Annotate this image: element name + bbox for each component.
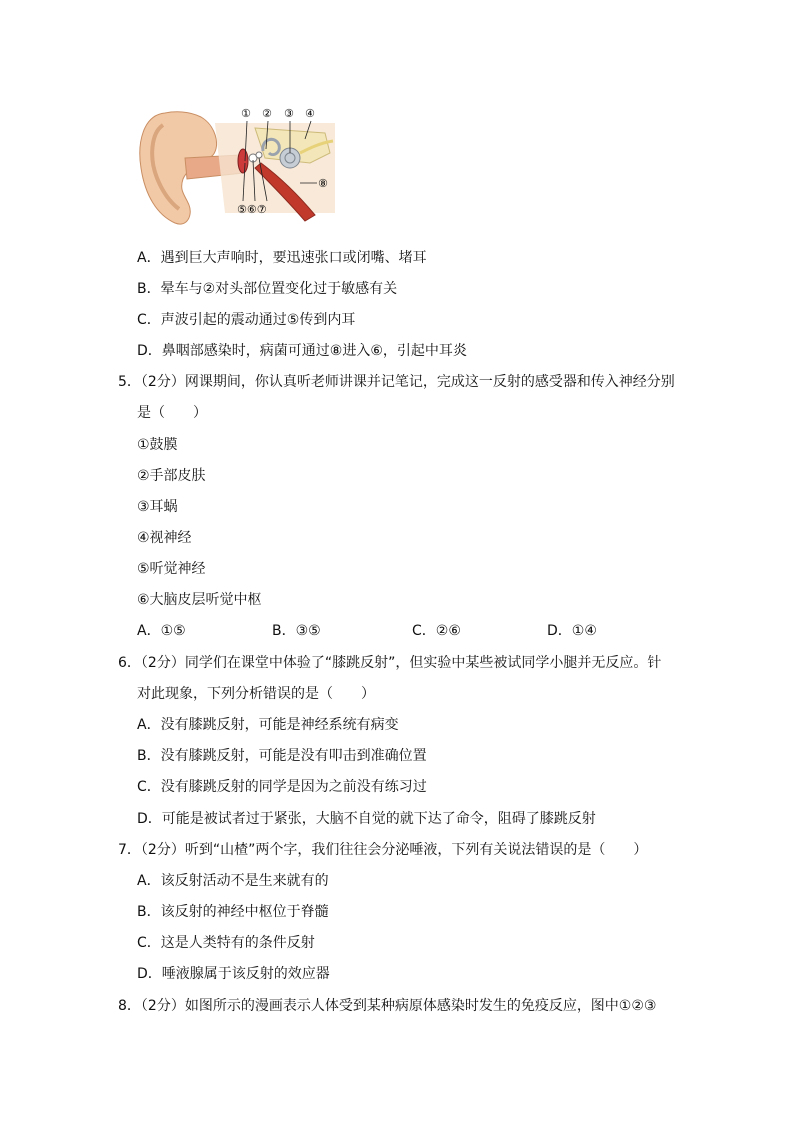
q5-choice-a: A．①⑤ bbox=[137, 623, 186, 639]
q7-option-b: B．该反射的神经中枢位于脊髓 bbox=[137, 904, 329, 920]
q5-item-1: ①鼓膜 bbox=[137, 437, 178, 453]
q7-stem: 7．（2分）听到“山楂”两个字，我们往往会分泌唾液，下列有关说法错误的是（ ） bbox=[118, 842, 648, 858]
q7-option-a: A．该反射活动不是生来就有的 bbox=[137, 873, 329, 889]
q7-option-c: C．这是人类特有的条件反射 bbox=[137, 935, 315, 951]
q7-option-d: D．唾液腺属于该反射的效应器 bbox=[137, 966, 330, 982]
q5-stem-line1: 5．（2分）网课期间，你认真听老师讲课并记笔记，完成这一反射的感受器和传入神经分别 bbox=[118, 374, 675, 390]
callout-2: ② bbox=[262, 107, 272, 120]
callout-8: ⑧ bbox=[318, 177, 328, 190]
ear-diagram bbox=[135, 103, 335, 233]
q5-item-3: ③耳蜗 bbox=[137, 499, 178, 515]
q4-option-a: A．遇到巨大声响时，要迅速张口或闭嘴、堵耳 bbox=[137, 250, 427, 266]
q8-stem: 8．（2分）如图所示的漫画表示人体受到某种病原体感染时发生的免疫反应，图中①②③ bbox=[118, 998, 657, 1014]
q4-option-d: D．鼻咽部感染时，病菌可通过⑧进入⑥，引起中耳炎 bbox=[137, 343, 467, 359]
q5-item-6: ⑥大脑皮层听觉中枢 bbox=[137, 592, 262, 608]
q4-option-b: B．晕车与②对头部位置变化过于敏感有关 bbox=[137, 281, 398, 297]
q6-option-d: D．可能是被试者过于紧张，大脑不自觉的就下达了命令，阻碍了膝跳反射 bbox=[137, 811, 596, 827]
q5-choice-d: D．①④ bbox=[547, 623, 597, 639]
callout-1: ① bbox=[241, 107, 251, 120]
q6-option-b: B．没有膝跳反射，可能是没有叩击到准确位置 bbox=[137, 748, 427, 764]
q5-choice-b: B．③⑤ bbox=[272, 623, 321, 639]
q6-stem-line2: 对此现象，下列分析错误的是（ ） bbox=[137, 686, 375, 702]
ear-anatomy-figure bbox=[135, 103, 335, 233]
q5-item-2: ②手部皮肤 bbox=[137, 468, 206, 484]
callout-5-6-7: ⑤⑥⑦ bbox=[237, 203, 267, 216]
q5-item-5: ⑤听觉神经 bbox=[137, 561, 206, 577]
q6-stem-line1: 6．（2分）同学们在课堂中体验了“膝跳反射”，但实验中某些被试同学小腿并无反应。针 bbox=[118, 655, 662, 671]
q5-item-4: ④视神经 bbox=[137, 530, 192, 546]
q6-option-c: C．没有膝跳反射的同学是因为之前没有练习过 bbox=[137, 779, 427, 795]
q5-choice-c: C．②⑥ bbox=[412, 623, 461, 639]
callout-4: ④ bbox=[305, 107, 315, 120]
q6-option-a: A．没有膝跳反射，可能是神经系统有病变 bbox=[137, 717, 399, 733]
q4-option-c: C．声波引起的震动通过⑤传到内耳 bbox=[137, 312, 356, 328]
q5-stem-line2: 是（ ） bbox=[137, 405, 207, 421]
callout-3: ③ bbox=[284, 107, 294, 120]
